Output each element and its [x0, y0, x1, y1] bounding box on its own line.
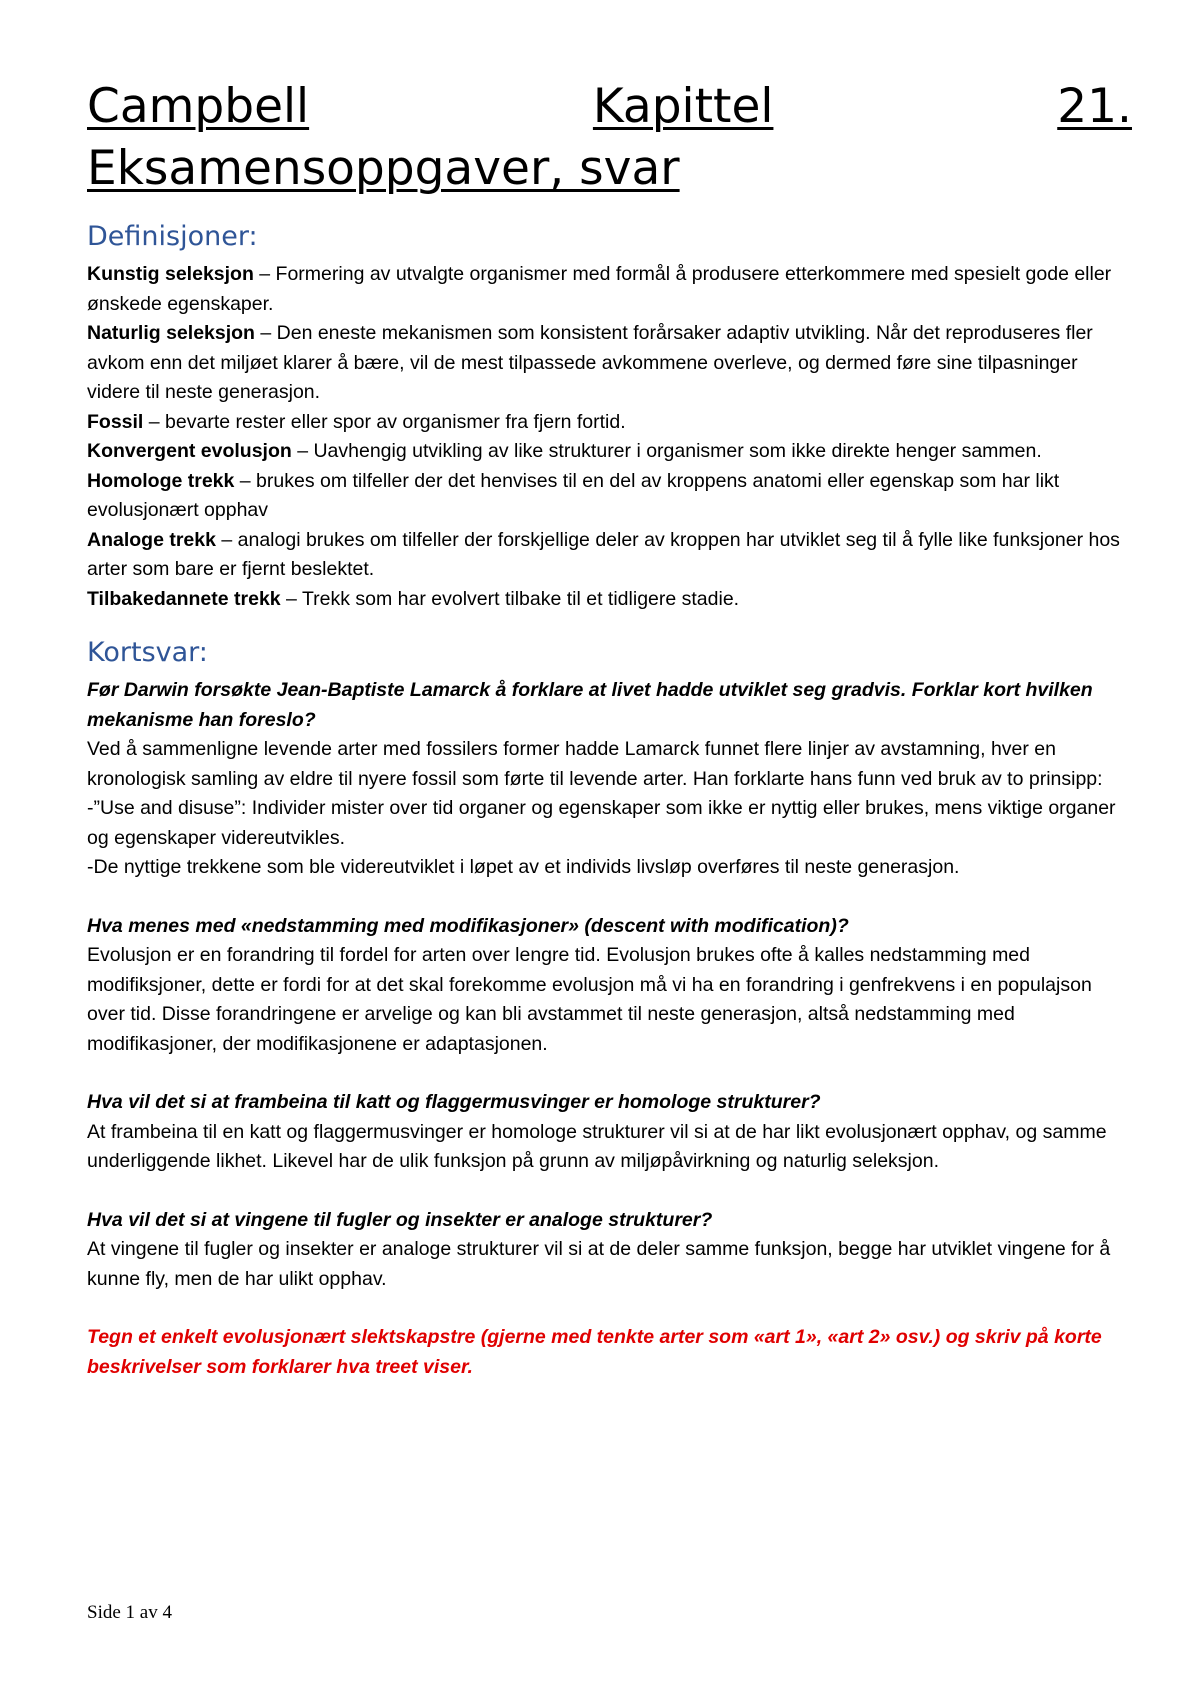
definitions-heading: Definisjoner: [87, 221, 258, 252]
definition-term: Homologe trekk [87, 469, 235, 492]
qa-block [87, 1206, 1132, 1295]
definition-item [87, 526, 1132, 585]
definitions-list [87, 260, 1132, 614]
definition-text: – Den eneste mekanismen som konsistent forårsaker adaptiv utvikling. Når det reproduseres fler avkom enn det miljøet klarer å bære, vil de mest tilpassede avkommene overleve, og dermed føre sine tilpasninger videre til neste generasjon. [87, 322, 1093, 403]
title-word-chapter-number: 21. [1057, 79, 1132, 134]
answer-paragraph: -”Use and disuse”: Individer mister over tid organer og egenskaper som ikke er nyttig eller brukes, mens viktige organer og egenskaper videreutvikles. [87, 797, 1116, 849]
definition-term: Analoge trekk [87, 528, 216, 551]
paragraph-gap [87, 1294, 1132, 1323]
definition-item [87, 585, 1132, 615]
definition-text: – Trekk som har evolvert tilbake til et tidligere stadie. [280, 587, 740, 610]
question: Før Darwin forsøkte Jean-Baptiste Lamarck å forklare at livet hadde utviklet seg gradvis. Forklar kort hvilken mekanisme han foreslo? [87, 679, 1093, 731]
answer-paragraph: -De nyttige trekkene som ble videreutviklet i løpet av et individs livsløp overføres til neste generasjon. [87, 856, 960, 878]
definition-item [87, 437, 1132, 467]
definition-text: – brukes om tilfeller der det henvises til en del av kroppens anatomi eller egenskap som har likt evolusjonært opphav [87, 469, 1060, 521]
page-number-footer: Side 1 av 4 [87, 1602, 172, 1623]
definition-item [87, 467, 1132, 526]
definition-text: – Formering av utvalgte organismer med formål å produsere etterkommere med spesielt gode eller ønskede egenskaper. [87, 263, 1112, 315]
short-answers-heading: Kortsvar: [87, 637, 208, 668]
qa-block [87, 676, 1132, 883]
definition-item [87, 260, 1132, 319]
definition-term: Naturlig seleksjon [87, 322, 255, 344]
document-title [87, 76, 1132, 200]
title-line-2: Eksamensoppgaver, svar [87, 141, 680, 196]
qa-block [87, 1088, 1132, 1177]
paragraph-gap [87, 883, 1132, 912]
question: Hva vil det si at frambeina til katt og flaggermusvinger er homologe strukturer? [87, 1091, 821, 1113]
title-line-1 [87, 76, 1132, 138]
answer-paragraph: At vingene til fugler og insekter er analoge strukturer vil si at de deler samme funksjon, begge har utviklet vingene for å kunne fly, men de har ulikt opphav. [87, 1238, 1111, 1290]
definition-item [87, 408, 1132, 438]
definition-text: – bevarte rester eller spor av organismer fra fjern fortid. [143, 410, 626, 433]
page-content [87, 76, 1132, 1382]
definition-text: – Uavhengig utvikling av like strukturer i organismer som ikke direkte henger sammen. [291, 440, 1042, 462]
paragraph-gap [87, 1177, 1132, 1206]
answer-paragraph: At frambeina til en katt og flaggermusvinger er homologe strukturer vil si at de har likt evolusjonært opphav, og samme underliggende likhet. Likevel har de ulik funksjon på grunn av miljøpåvirkning og naturlig seleksjon. [87, 1120, 1107, 1172]
definition-term: Konvergent evolusjon [87, 440, 292, 462]
definition-term: Kunstig seleksjon [87, 263, 254, 285]
paragraph-gap [87, 1059, 1132, 1088]
answer-paragraph: Ved å sammenligne levende arter med fossilers former hadde Lamarck funnet flere linjer av avstamning, hver en kronologisk samling av eldre til nyere fossil som førte til levende arter. Han forklarte hans funn ved bruk av to prinsipp: [87, 738, 1103, 790]
title-word-kapittel: Kapittel [592, 79, 774, 134]
definition-term: Tilbakedannete trekk [87, 587, 281, 610]
definition-term: Fossil [87, 410, 144, 433]
title-word-campbell: Campbell [87, 79, 310, 134]
definition-text: – analogi brukes om tilfeller der forskjellige deler av kroppen har utviklet seg til å fylle like funksjoner hos arter som bare er fjernt beslektet. [87, 528, 1120, 580]
qa-block [87, 912, 1132, 1060]
answer-paragraph: Evolusjon er en forandring til fordel for arten over lengre tid. Evolusjon brukes ofte å kalles nedstamming med modifiksjoner, dette er fordi for at det skal forekomme evolusjon må vi ha en forandring i genfrekvens i en populajson over tid. Disse forandringene er arvelige og kan bli avstammet til neste generasjon, altså nedstamming med modifikasjoner, der modifikasjonene er adaptasjonen. [87, 944, 1092, 1055]
definition-item [87, 319, 1132, 408]
question: Hva vil det si at vingene til fugler og insekter er analoge strukturer? [87, 1208, 713, 1231]
drawing-task-question: Tegn et enkelt evolusjonært slektskapstre (gjerne med tenkte arter som «art 1», «art 2» osv.) og skriv på korte beskrivelser som forklarer hva treet viser. [87, 1326, 1102, 1378]
question: Hva menes med «nedstamming med modifikasjoner» (descent with modification)? [87, 914, 849, 937]
